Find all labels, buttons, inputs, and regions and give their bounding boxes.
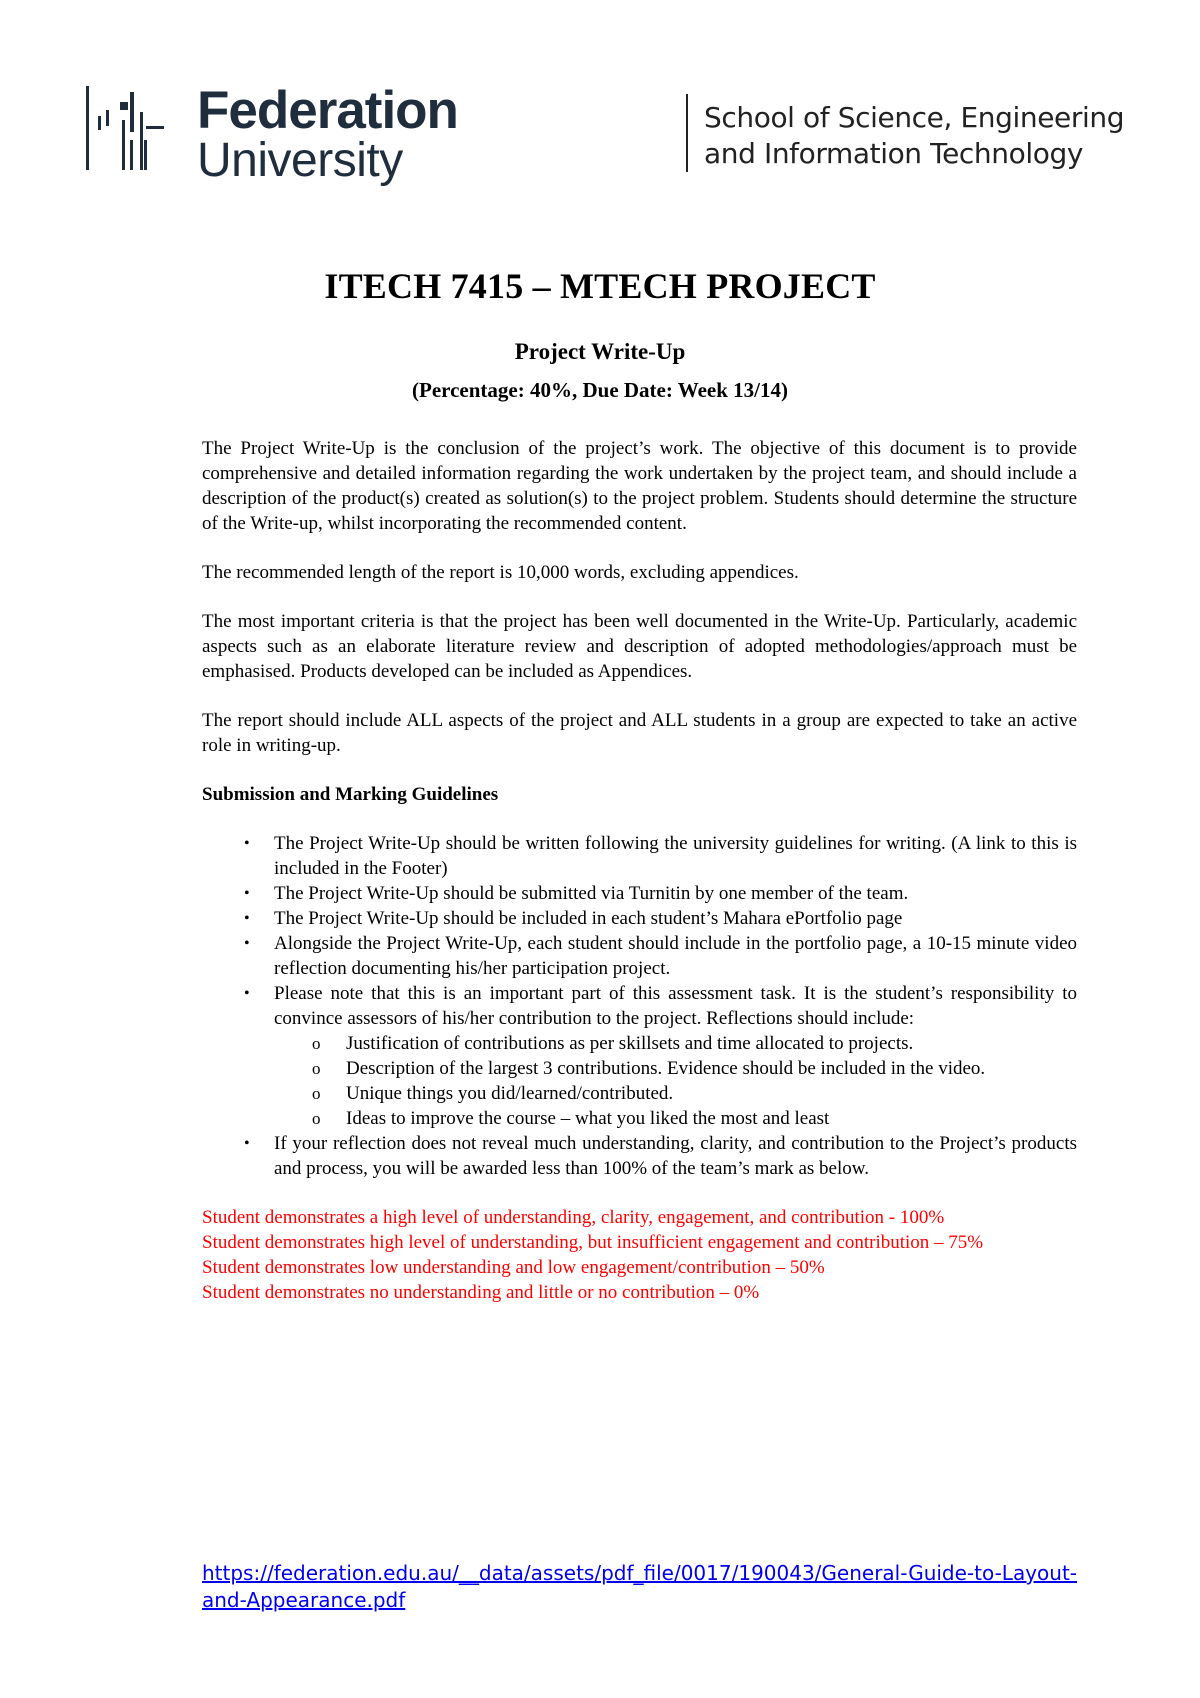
school-name-line2: and Information Technology xyxy=(704,137,1084,170)
document-title: ITECH 7415 – MTECH PROJECT xyxy=(324,266,876,306)
sub-bullet-icon: o xyxy=(312,1059,321,1078)
list-item xyxy=(202,981,1077,1131)
bullet-icon: • xyxy=(244,835,250,852)
sub-list-item xyxy=(274,1031,1077,1056)
aspects-paragraph: The report should include ALL aspects of the project and ALL students in a group are expected to take an active role in writing-up. xyxy=(202,710,1077,756)
sub-list-item-text: Description of the largest 3 contributions. Evidence should be included in the video. xyxy=(346,1058,986,1079)
list-item xyxy=(202,906,1077,931)
length-paragraph: The recommended length of the report is 10,000 words, excluding appendices. xyxy=(202,562,799,583)
rating-line: Student demonstrates high level of understanding, but insufficient engagement and contribution – 75% xyxy=(202,1232,984,1253)
sub-bullet-icon: o xyxy=(312,1109,321,1128)
bullet-icon: • xyxy=(244,885,250,902)
list-item xyxy=(202,931,1077,981)
sub-list-item xyxy=(274,1106,1077,1131)
wordmark-line2: University xyxy=(197,134,403,187)
sub-list-item xyxy=(274,1056,1077,1081)
rating-line: Student demonstrates low understanding and low engagement/contribution – 50% xyxy=(202,1257,825,1278)
sub-bullet-icon: o xyxy=(312,1084,321,1103)
sub-list-item-text: Unique things you did/learned/contributed. xyxy=(346,1083,674,1104)
bullet-icon: • xyxy=(244,935,250,952)
document-subtitle: Project Write-Up xyxy=(514,339,686,364)
bullet-icon: • xyxy=(244,985,250,1002)
writing-guidelines-link[interactable]: https://federation.edu.au/__data/assets/pdf_file/0017/190043/General-Guide-to-Layout-and-Appearance.pdf xyxy=(202,1561,1078,1612)
list-item-text: Alongside the Project Write-Up, each student should include in the portfolio page, a 10-15 minute video reflection documenting his/her participation project. xyxy=(274,933,1077,979)
guidelines-heading: Submission and Marking Guidelines xyxy=(202,784,499,805)
list-item-text: The Project Write-Up should be included in each student’s Mahara ePortfolio page xyxy=(274,908,903,929)
rating-line: Student demonstrates no understanding and little or no contribution – 0% xyxy=(202,1282,760,1303)
header-divider xyxy=(686,94,688,172)
sub-list-item xyxy=(274,1081,1077,1106)
marking-scale xyxy=(202,1205,1077,1305)
sub-bullet-icon: o xyxy=(312,1034,321,1053)
criteria-paragraph: The most important criteria is that the project has been well documented in the Write-Up. Particularly, academic aspects such as an elaborate literature review and description of adopted methodologies/approach must be emphasised. Products developed can be included as Appendices. xyxy=(202,611,1077,682)
guidelines-list xyxy=(202,831,1077,1181)
rating-line: Student demonstrates a high level of understanding, clarity, engagement, and contribution - 100% xyxy=(202,1207,945,1228)
document-body xyxy=(202,436,1077,1305)
wordmark-line1: Federation xyxy=(197,81,458,140)
document-meta: (Percentage: 40%, Due Date: Week 13/14) xyxy=(412,378,788,402)
university-wordmark xyxy=(197,81,458,187)
reflection-sublist xyxy=(274,1031,1077,1131)
list-item-text: Please note that this is an important part of this assessment task. It is the student’s responsibility to convince assessors of his/her contribution to the project. Reflections should include: xyxy=(274,983,1077,1029)
list-item-text: The Project Write-Up should be written following the university guidelines for writing. (A link to this is included in the Footer) xyxy=(274,833,1077,879)
bullet-icon: • xyxy=(244,1135,250,1152)
federation-logo-icon xyxy=(86,86,168,170)
list-item-text: The Project Write-Up should be submitted via Turnitin by one member of the team. xyxy=(274,883,909,904)
school-name xyxy=(704,100,1124,172)
bullet-icon: • xyxy=(244,910,250,927)
list-item xyxy=(202,1131,1077,1181)
list-item-text: If your reflection does not reveal much understanding, clarity, and contribution to the Project’s products and process, you will be awarded less than 100% of the team’s mark as below. xyxy=(274,1133,1077,1179)
sub-list-item-text: Justification of contributions as per skillsets and time allocated to projects. xyxy=(346,1033,914,1054)
intro-paragraph: The Project Write-Up is the conclusion of the project’s work. The objective of this document is to provide comprehensive and detailed information regarding the work undertaken by the project team, and should include a description of the product(s) created as solution(s) to the project problem. Students should determine the structure of the Write-up, whilst incorporating the recommended content. xyxy=(202,438,1077,534)
school-name-line1: School of Science, Engineering xyxy=(704,101,1125,134)
list-item xyxy=(202,831,1077,881)
list-item xyxy=(202,881,1077,906)
sub-list-item-text: Ideas to improve the course – what you liked the most and least xyxy=(346,1108,830,1129)
